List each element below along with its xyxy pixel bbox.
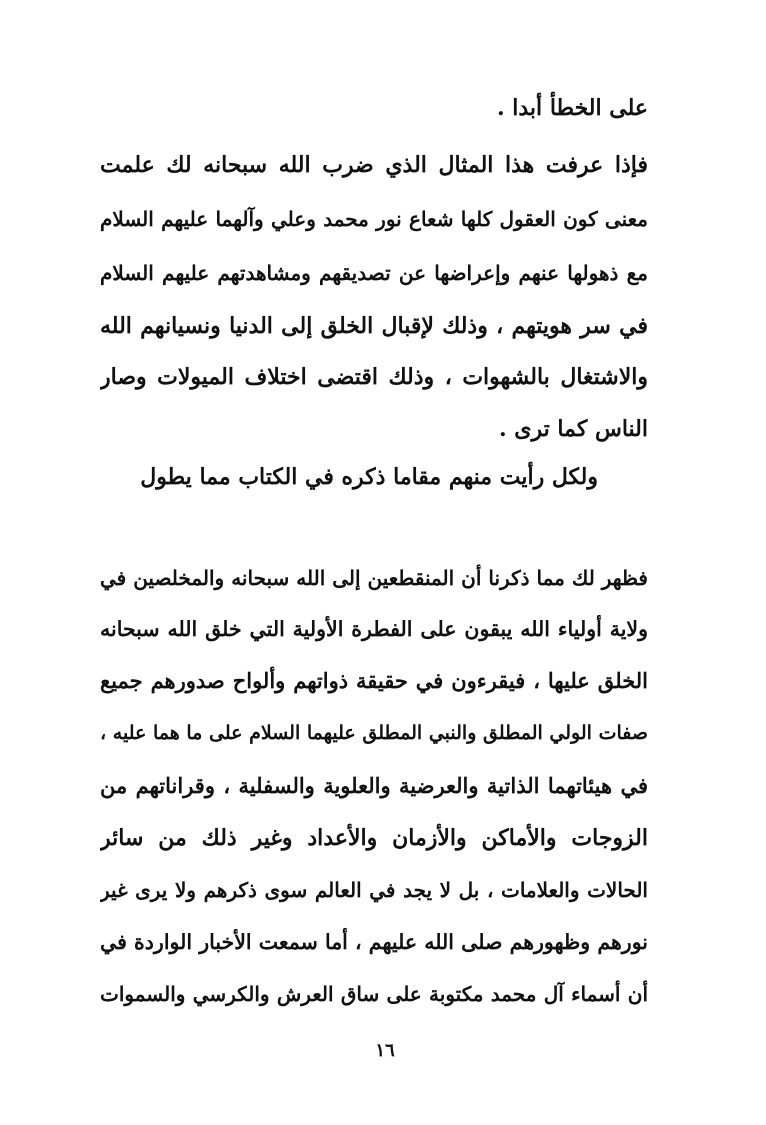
text-line: الناس كما ترى . (498, 416, 648, 442)
text-line: فظهر لك مما ذكرنا أن المنقطعين إلى الله سبحانه والمخلصين في (100, 566, 648, 590)
page-number: ١٦ (375, 1040, 395, 1061)
text-line: والاشتغال بالشهوات ، وذلك اقتضى اختلاف الميولات وصار (100, 364, 648, 390)
text-line: نورهم وظهورهم صلى الله عليهم ، أما سمعت الأخبار الواردة في (100, 930, 648, 954)
text-line: ولكل رأيت منهم مقاما ذكره في الكتاب مما يطول (140, 464, 598, 490)
text-line: مع ذهولها عنهم وإعراضها عن تصديقهم ومشاهدتهم عليهم السلام (100, 261, 648, 285)
text-line: على الخطأ أبدا . (496, 95, 648, 121)
text-line: أن أسماء آل محمد مكتوبة على ساق العرش والكرسي والسموات (100, 982, 648, 1006)
text-line: في سر هويتهم ، وذلك لإقبال الخلق إلى الدنيا ونسيانهم الله (100, 313, 648, 339)
text-line: صفات الولي المطلق والنبي المطلق عليهما السلام على ما هما عليه ، (100, 722, 648, 744)
text-line: معنى كون العقول كلها شعاع نور محمد وعلي وآلهما عليهم السلام (100, 207, 648, 231)
text-line: في هيئاتهما الذاتية والعرضية والعلوية والسفلية ، وقراناتهم من (100, 773, 648, 798)
text-line: الحالات والعلامات ، بل لا يجد في العالم سوى ذكرهم ولا يرى غير (100, 878, 648, 902)
text-line: الزوجات والأماكن والأزمان والأعداد وغير ذلك من سائر (100, 825, 648, 851)
text-line: الخلق عليها ، فيقرءون في حقيقة ذواتهم وألواح صدورهم جميع (100, 668, 648, 693)
text-line: ولاية أولياء الله يبقون على الفطرة الأولية التي خلق الله سبحانه (100, 617, 648, 641)
text-line: فإذا عرفت هذا المثال الذي ضرب الله سبحانه لك علمت (100, 152, 648, 178)
